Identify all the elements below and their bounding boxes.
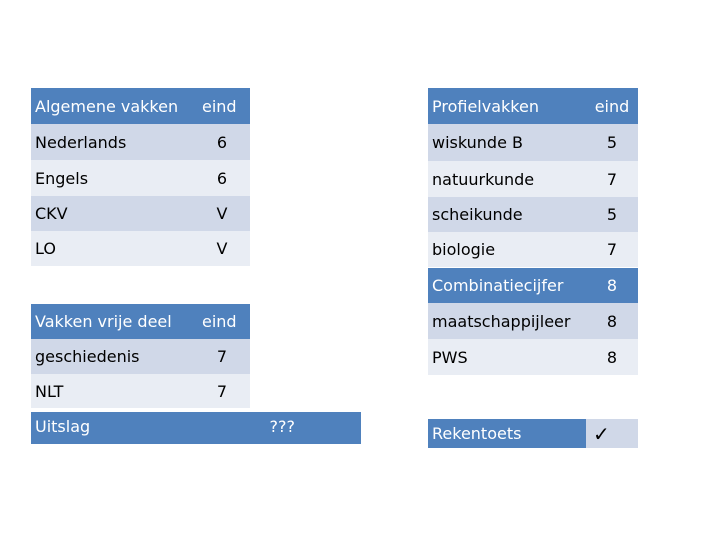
profile-row-grade: 5	[586, 197, 638, 232]
profile-row-subject: wiskunde B	[428, 124, 586, 161]
result-label: Uitslag	[31, 412, 195, 444]
general-header-grade: eind	[198, 88, 250, 124]
general-row-subject: LO	[31, 231, 194, 266]
combination-grade: 8	[586, 268, 638, 303]
profile-row-grade: 7	[586, 232, 638, 267]
general-row-grade: 6	[194, 160, 250, 196]
combo-row-grade: 8	[586, 303, 638, 339]
profile-row-subject: biologie	[428, 232, 586, 267]
general-row-subject: Engels	[31, 160, 194, 196]
profile-row-grade: 7	[586, 161, 638, 197]
combo-row-grade: 8	[586, 339, 638, 375]
general-row-grade: V	[194, 231, 250, 266]
profile-row-grade: 5	[586, 124, 638, 161]
general-row-subject: Nederlands	[31, 124, 194, 160]
free-header-grade: eind	[198, 304, 250, 339]
general-row-grade: V	[194, 196, 250, 231]
checkmark-icon: ✓	[586, 419, 638, 448]
general-row-subject: CKV	[31, 196, 194, 231]
result-value: ???	[195, 412, 361, 444]
combo-row-subject: maatschappijleer	[428, 303, 586, 339]
profile-row-subject: scheikunde	[428, 197, 586, 232]
general-header-subject: Algemene vakken	[31, 88, 198, 124]
profile-row-subject: natuurkunde	[428, 161, 586, 197]
combination-subject: Combinatiecijfer	[428, 268, 586, 303]
profile-header-grade: eind	[586, 88, 638, 124]
profile-header-subject: Profielvakken	[428, 88, 586, 124]
free-row-grade: 7	[194, 339, 250, 374]
combo-row-subject: PWS	[428, 339, 586, 375]
arithmetic-label: Rekentoets	[428, 419, 586, 448]
free-row-subject: geschiedenis	[31, 339, 194, 374]
free-header-subject: Vakken vrije deel	[31, 304, 198, 339]
free-row-grade: 7	[194, 374, 250, 408]
free-row-subject: NLT	[31, 374, 194, 408]
general-row-grade: 6	[194, 124, 250, 160]
